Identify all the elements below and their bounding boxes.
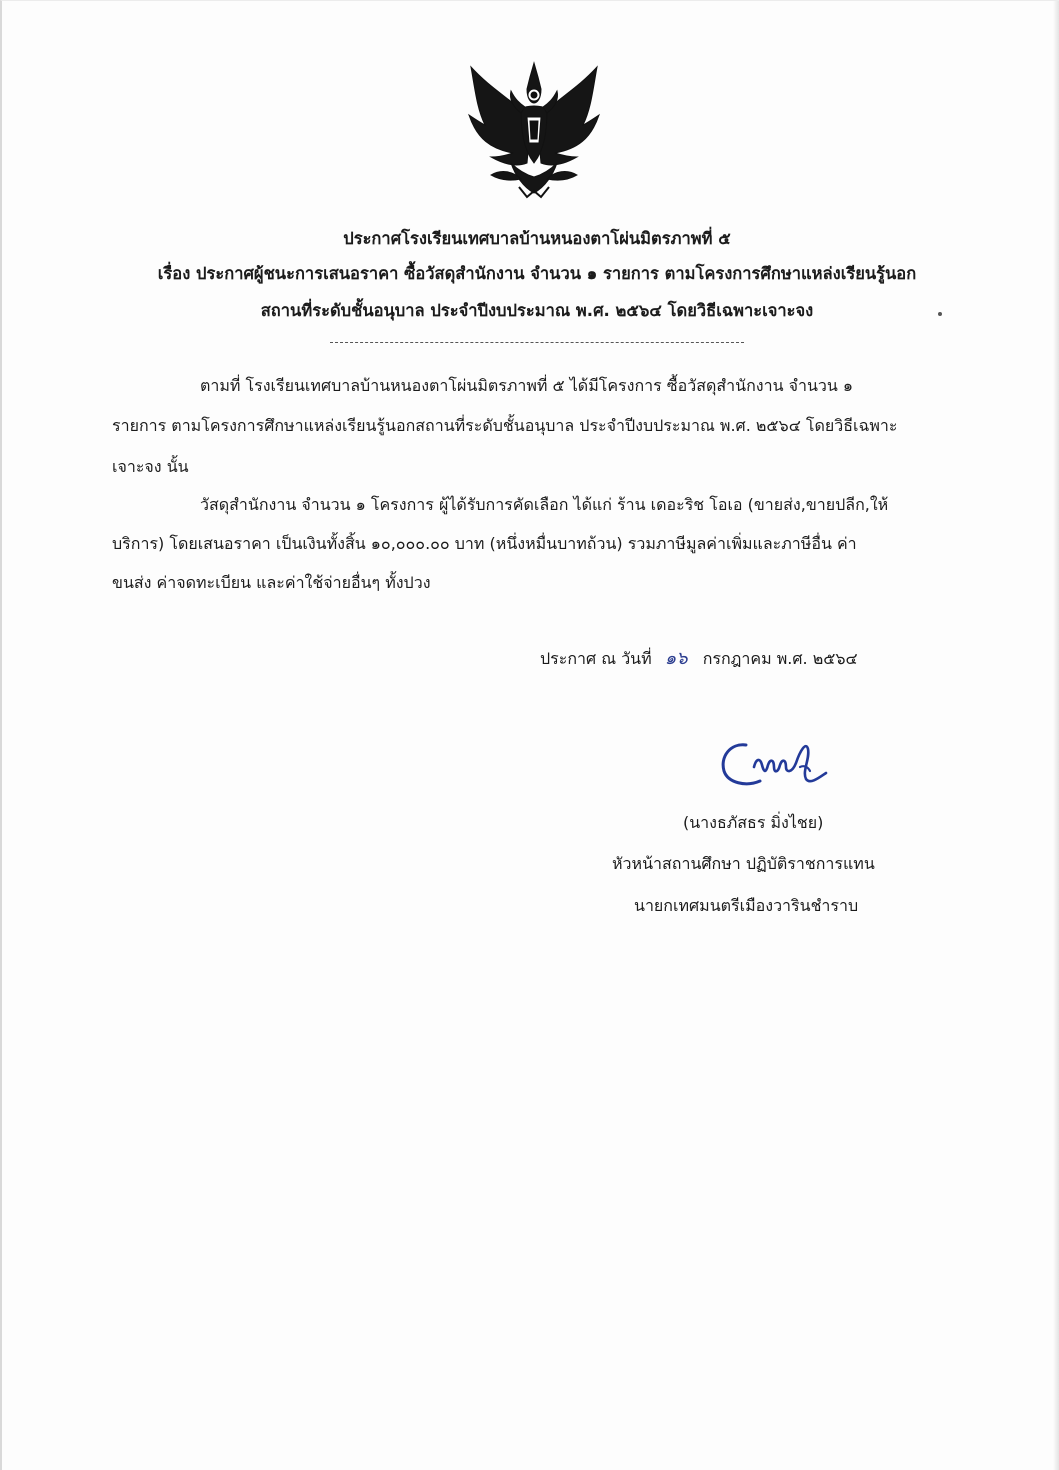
scan-speck: [938, 312, 942, 316]
announce-prefix: ประกาศ ณ วันที่: [540, 649, 652, 668]
paragraph-2-line-3: ขนส่ง ค่าจดทะเบียน และค่าใช้จ่ายอื่นๆ ทั้งปวง: [112, 573, 431, 592]
announcement-subject: เรื่อง ประกาศผู้ชนะการเสนอราคา ซื้อวัสดุสำนักงาน จำนวน ๑ รายการ ตามโครงการศึกษาแหล่งเรียนรู้นอก: [157, 264, 917, 283]
garuda-emblem: [461, 59, 607, 199]
handwritten-signature: [716, 737, 838, 797]
announce-month-year: กรกฎาคม พ.ศ. ๒๕๖๔: [702, 649, 858, 668]
paragraph-1-line-2: รายการ ตามโครงการศึกษาแหล่งเรียนรู้นอกสถานที่ระดับชั้นอนุบาล ประจำปีงบประมาณ พ.ศ. ๒๕๖๔ โดยวิธีเฉพาะ: [112, 416, 898, 435]
paragraph-1-line-1: ตามที่ โรงเรียนเทศบาลบ้านหนองตาโผ่นมิตรภาพที่ ๕ ได้มีโครงการ ซื้อวัสดุสำนักงาน จำนวน ๑: [200, 376, 854, 395]
signatory-position-acting-for: นายกเทศมนตรีเมืองวารินชำราบ: [634, 896, 859, 915]
announcement-subject-cont: สถานที่ระดับชั้นอนุบาล ประจำปีงบประมาณ พ.ศ. ๒๕๖๔ โดยวิธีเฉพาะเจาะจง: [260, 301, 814, 320]
dashed-divider: [330, 342, 744, 343]
scan-edge-shadow: [1053, 1, 1059, 1470]
signatory-position: หัวหน้าสถานศึกษา ปฏิบัติราชการแทน: [612, 854, 875, 873]
announce-date-line: [540, 649, 858, 669]
announce-day-handwritten: ๑๖: [664, 648, 688, 669]
paragraph-1-line-3: เจาะจง นั้น: [112, 457, 189, 476]
paragraph-2-line-2: บริการ) โดยเสนอราคา เป็นเงินทั้งสิ้น ๑๐,๐๐๐.๐๐ บาท (หนึ่งหมื่นบาทถ้วน) รวมภาษีมูลค่าเพิ่มและภาษีอื่น ค่า: [112, 534, 857, 553]
announcement-title: ประกาศโรงเรียนเทศบาลบ้านหนองตาโผ่นมิตรภาพที่ ๕: [343, 229, 731, 248]
paragraph-2-line-1: วัสดุสำนักงาน จำนวน ๑ โครงการ ผู้ได้รับการคัดเลือก ได้แก่ ร้าน เดอะริช โอเอ (ขายส่ง,ขายปลีก,ให้: [200, 495, 889, 514]
signatory-name: (นางธภัสธร มิ่งไชย): [683, 813, 824, 832]
